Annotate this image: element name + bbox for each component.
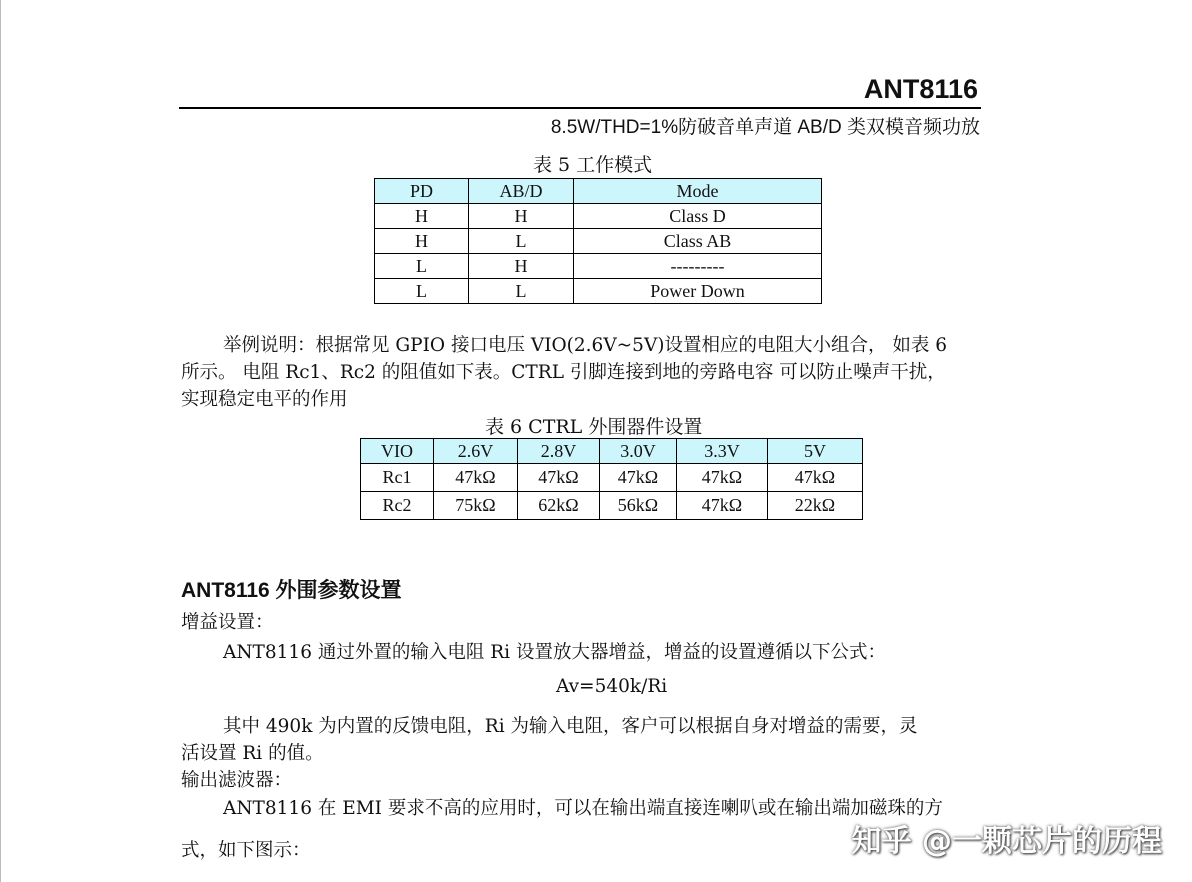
th: VIO bbox=[361, 439, 434, 464]
table-row bbox=[375, 229, 822, 254]
cell: 22kΩ bbox=[768, 492, 863, 520]
cell: Rc2 bbox=[361, 492, 434, 520]
paragraph-line: 实现稳定电平的作用 bbox=[181, 389, 348, 410]
paragraph-line: ANT8116 在 EMI 要求不高的应用时，可以在输出端直接连喇叭或在输出端加磁珠的方 bbox=[223, 798, 943, 819]
cell: 47kΩ bbox=[434, 464, 518, 492]
cell: L bbox=[469, 229, 574, 254]
table6-caption: 表 6 CTRL 外围器件设置 bbox=[485, 416, 703, 438]
paragraph-line: 所示。 电阻 Rc1、Rc2 的阻值如下表。CTRL 引脚连接到地的旁路电容 可以防止噪声干扰， bbox=[181, 362, 946, 383]
th: 3.0V bbox=[600, 439, 677, 464]
cell: 62kΩ bbox=[518, 492, 600, 520]
cell: H bbox=[375, 204, 469, 229]
cell: H bbox=[375, 229, 469, 254]
table5-caption: 表 5 工作模式 bbox=[533, 154, 653, 176]
section-heading: ANT8116 外围参数设置 bbox=[181, 579, 402, 602]
th: 5V bbox=[768, 439, 863, 464]
paragraph-line: 式，如下图示： bbox=[181, 840, 311, 861]
cell: H bbox=[469, 254, 574, 279]
cell: 47kΩ bbox=[677, 464, 768, 492]
gain-text: ANT8116 通过外置的输入电阻 Ri 设置放大器增益，增益的设置遵循以下公式： bbox=[223, 642, 886, 663]
table-row bbox=[361, 492, 863, 520]
cell: L bbox=[375, 254, 469, 279]
filter-label: 输出滤波器： bbox=[181, 770, 293, 791]
table-row bbox=[375, 204, 822, 229]
cell: 47kΩ bbox=[600, 464, 677, 492]
table6 bbox=[360, 438, 863, 520]
gain-formula: Av=540k/Ri bbox=[556, 676, 668, 697]
cell: L bbox=[375, 279, 469, 304]
paragraph-line: 举例说明：根据常见 GPIO 接口电压 VIO(2.6V~5V)设置相应的电阻大小组合， 如表 6 bbox=[223, 335, 948, 356]
table-row bbox=[361, 464, 863, 492]
watermark: 知乎 @一颗芯片的历程 bbox=[851, 824, 1162, 859]
table-row bbox=[375, 254, 822, 279]
paragraph-line: 活设置 Ri 的值。 bbox=[181, 743, 324, 764]
cell: 75kΩ bbox=[434, 492, 518, 520]
cell: --------- bbox=[574, 254, 822, 279]
cell: Class AB bbox=[574, 229, 822, 254]
th: Mode bbox=[574, 179, 822, 204]
header-rule bbox=[179, 107, 981, 109]
cell: Power Down bbox=[574, 279, 822, 304]
paragraph-line: 其中 490k 为内置的反馈电阻，Ri 为输入电阻，客户可以根据自身对增益的需要，灵 bbox=[223, 716, 918, 737]
cell: 47kΩ bbox=[518, 464, 600, 492]
th: 2.6V bbox=[434, 439, 518, 464]
doc-title: ANT8116 bbox=[863, 74, 978, 104]
cell: Class D bbox=[574, 204, 822, 229]
gain-label: 增益设置： bbox=[181, 612, 274, 633]
cell: L bbox=[469, 279, 574, 304]
cell: 47kΩ bbox=[677, 492, 768, 520]
table-row bbox=[375, 279, 822, 304]
cell: Rc1 bbox=[361, 464, 434, 492]
th: 2.8V bbox=[518, 439, 600, 464]
th: AB/D bbox=[469, 179, 574, 204]
cell: 56kΩ bbox=[600, 492, 677, 520]
doc-subtitle: 8.5W/THD=1%防破音单声道 AB/D 类双模音频功放 bbox=[550, 117, 980, 138]
table5 bbox=[374, 178, 822, 304]
cell: H bbox=[469, 204, 574, 229]
th: PD bbox=[375, 179, 469, 204]
th: 3.3V bbox=[677, 439, 768, 464]
cell: 47kΩ bbox=[768, 464, 863, 492]
